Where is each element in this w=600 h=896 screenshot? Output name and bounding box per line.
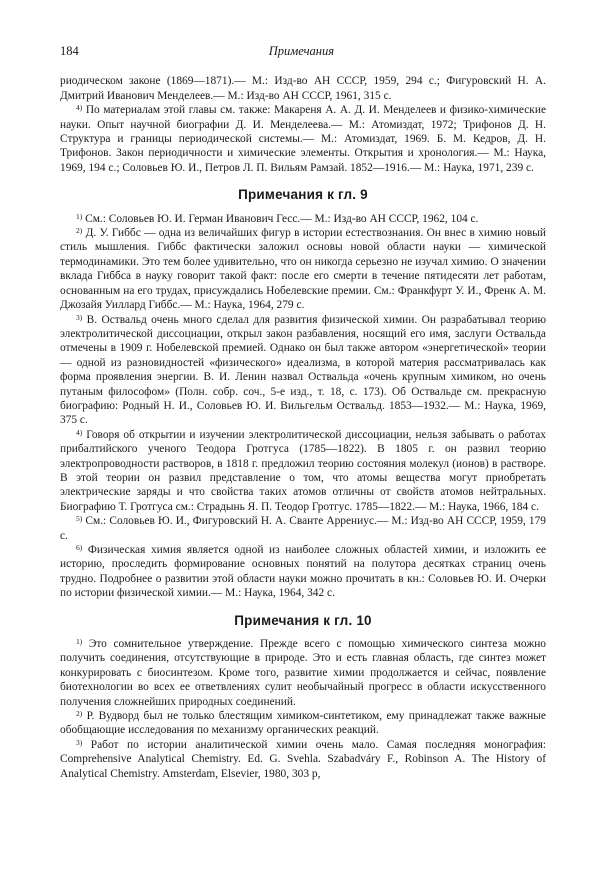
notes-ch10 [60,637,546,781]
note-10-1: $^{1)}$ Это сомнительное утверждение. Прежде всего с помощью химического синтеза можно получить соединения, отсутствующие в природе. Это и есть главная область, где синтез может конкурировать с биосинтезом. Кроме того, развитие химии продолжается и сейчас, появление биотехнологии во всех ее ответвлениях сулит необычайный прогресс в области искусственного получения сложнейших природных соединений. [60,637,546,708]
note-9-1: $^{1)}$ См.: Соловьев Ю. И. Герман Иванович Гесс.— М.: Изд-во АН СССР, 1962, 104 с. [76,211,479,225]
note-9-4: $^{4)}$ Говоря об открытии и изучении электролитической диссоциации, нельзя забывать о работах прибалтийского ученого Теодора Гротгуса (1785—1822). В 1805 г. он развил теорию электропроводности растворов, в 1818 г. предложил теорию состояния молекул (ионов) в растворе. В этой теории он развил представление о том, что атомы вещества могут приобретать электрические заряды и что свойства таких атомов отличны от свойств атомов нейтральных. Биографию Т. Гротгуса см.: Страдынь Я. П. Теодор Гротгус. 1785—1822.— М.: Наука, 1966, 184 с. [60,427,546,513]
note-10-3: $^{3)}$ Работ по истории аналитической химии очень мало. Самая последняя монография: Comprehensive Analytical Chemistry. Ed. G. Svehla. Szabadváry F., Robinson A. The History of Analytical Chemistry. Amsterdam, Elsevier, 1980, 303 p, [60,737,546,780]
note-4: $^{4)}$ По материалам этой главы см. также: Макареня А. А. Д. И. Менделеев и физико-химические науки. Опыт научной биографии Д. И. Менделеева.— М.: Атомиздат, 1972; Трифонов Д. Н. Структура и границы периодической системы.— М.: Атомиздат, 1969. Б. М. Кедров, Д. Н. Трифонов. Закон периодичности и химические элементы. Открытия и хронология.— М.: Наука, 1969, 194 с.; Соловьев Ю. И., Петров Л. П. Вильям Рамзай. 1852—1916.— М.: Наука, 1971, 239 с. [60,103,546,174]
note-9-3: $^{3)}$ В. Оствальд очень много сделал для развития физической химии. Он разрабатывал теорию электролитической диссоциации, открыл закон разбавления, носящий его имя, заслуги Оствальда отмечены в 1909 г. Нобелевской премией. Однако он был также автором «энергетической» теории — одной из разновидностей «физического» идеализма, в которой материя рассматривалась как форма проявления энергии. В. И. Ленин назвал Оствальда «очень крупным химиком, но очень путаным философом» (Полн. собр. соч., 5-е изд., т. 18, с. 173). Об Оствальде см. прекрасную биографию: Родный Н. И., Соловьев Ю. И. Вильгельм Оствальд. 1853—1932.— М.: Наука, 1969, 375 с. [60,312,546,427]
note-marker: 2) [76,709,83,719]
note-continuation: риодическом законе (1869—1871).— М.: Изд-во АН СССР, 1959, 294 с.; Фигуровский Н. А. Дмитрий Иванович Менделеев.— М.: Изд-во АН СССР, 1961, 315 с. [60,75,546,102]
note-marker: 3) [76,312,83,322]
running-header [60,44,546,58]
note-9-6: $^{6)}$ Физическая химия является одной из наиболее сложных областей химии, и изложить ее историю, проследить формирование основных понятий на полутора десятках страниц очень трудно. Подробнее о развитии этой области науки можно прочитать в кн.: Соловьев Ю. И. Очерки по истории физической химии.— М.: Наука, 1964, 342 с. [60,543,546,600]
note-marker: 3) [76,737,83,747]
note-marker: 2) [76,226,83,236]
note-marker: 1) [76,211,83,221]
section-heading-ch9: Примечания к гл. 9 [238,187,368,203]
page-number: 184 [60,44,79,58]
note-marker: 4) [76,427,83,437]
continued-notes [60,74,546,175]
note-marker: 5) [76,514,83,524]
note-marker: 6) [76,543,83,552]
note-9-5: $^{5)}$ См.: Соловьев Ю. И., Фигуровский Н. А. Сванте Аррениус.— М.: Изд-во АН СССР, 1959, 179 с. [60,514,546,542]
running-title: Примечания [268,44,335,58]
note-marker: 4) [76,103,83,113]
section-heading-ch10: Примечания к гл. 10 [234,612,372,628]
notes-ch9 [60,212,546,601]
note-9-2: $^{2)}$ Д. У. Гиббс — одна из величайших фигур в истории естествознания. Он внес в химию новый стиль мышления. Гиббс фактически заложил основы новой области науки — химической термодинамики. Это тем более удивительно, что он никогда серьезно не изучал химию. О значении вклада Гиббса в науку говорит такой факт: после его смерти в течение пятидесяти лет работам, основанным на его трудах, присуждались Нобелевские премии. См.: Франкфурт У. И., Френк А. М. Джозайя Уиллард Гиббс.— М.: Наука, 1964, 279 с. [60,226,546,312]
note-10-2: $^{2)}$ Р. Вудворд был не только блестящим химиком-синтетиком, ему принадлежат также важные обобщающие исследования по механизму органических реакций. [60,709,546,737]
note-marker: 1) [76,637,83,647]
